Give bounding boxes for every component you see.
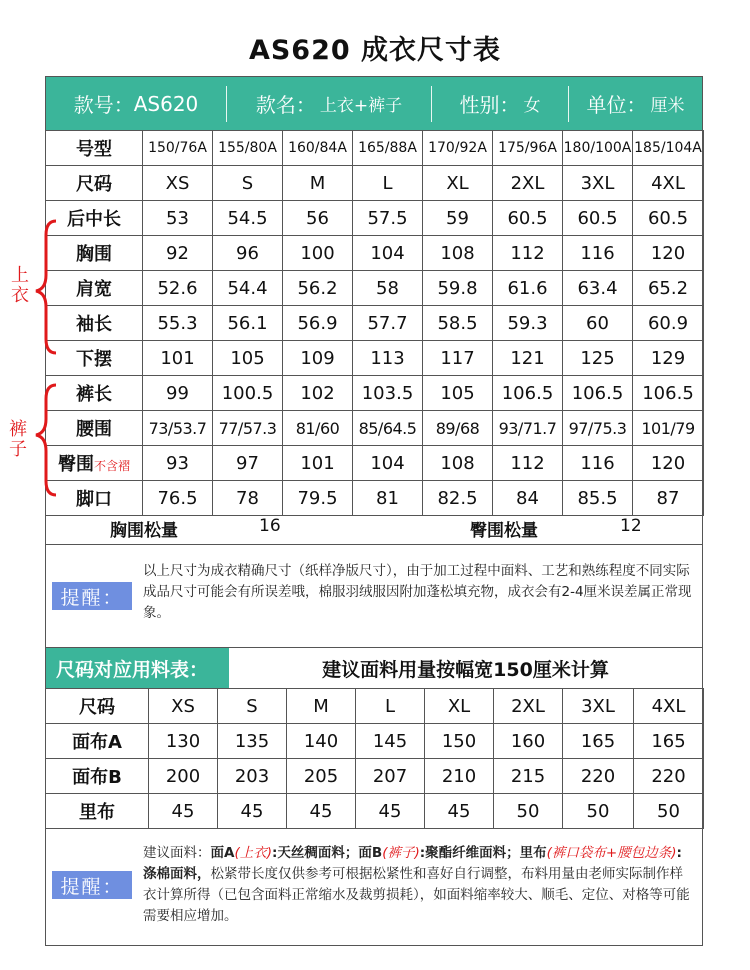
value-cell: 50 [634, 794, 704, 829]
hao-cell: 170/92A [423, 131, 493, 166]
value-cell: 215 [494, 759, 563, 794]
value-cell: 116 [563, 236, 633, 271]
value-cell: 81/60 [283, 411, 353, 446]
value-cell: 203 [218, 759, 287, 794]
value-cell: 60.9 [633, 306, 704, 341]
measure-row-hem [46, 341, 704, 376]
top-brace [36, 221, 56, 353]
style-label: 款号： [73, 93, 134, 117]
chest-ease-value: 16 [259, 516, 281, 536]
value-cell: 105 [423, 376, 493, 411]
value-cell: 220 [634, 759, 704, 794]
value-cell: 52.6 [143, 271, 213, 306]
chest-ease-label: 胸围松量 [110, 521, 178, 541]
row-label: 面布B [46, 759, 149, 794]
unit-field [569, 77, 702, 130]
row-label: 腰围 [46, 411, 143, 446]
value-cell: 106.5 [633, 376, 704, 411]
value-cell: 129 [633, 341, 704, 376]
value-cell: 140 [287, 724, 356, 759]
row-label: 裤长 [46, 376, 143, 411]
value-cell: 45 [149, 794, 218, 829]
row-label: 袖长 [46, 306, 143, 341]
group-braces [28, 215, 68, 505]
hao-cell: 160/84A [283, 131, 353, 166]
size-cell: 4XL [634, 689, 704, 724]
value-cell: 78 [213, 481, 283, 516]
tip-part-red: (裤口袋布+腰包边条) [546, 845, 677, 861]
hip-ease-value: 12 [620, 516, 642, 536]
size-cell: 4XL [633, 166, 704, 201]
size-cell: S [218, 689, 287, 724]
value-cell: 145 [356, 724, 425, 759]
value-cell: 56.2 [283, 271, 353, 306]
fabric-section-title: 尺码对应用料表： [46, 648, 229, 688]
unit-value: 厘米 [650, 96, 685, 116]
hao-cell: 155/80A [213, 131, 283, 166]
page-title: AS620 成衣尺寸表 [248, 35, 502, 66]
row-label: 里布 [46, 794, 149, 829]
value-cell: 101 [143, 341, 213, 376]
value-cell: 73/53.7 [143, 411, 213, 446]
size-cell: XS [143, 166, 213, 201]
size-cell: 3XL [563, 166, 633, 201]
value-cell: 105 [213, 341, 283, 376]
size-cell: L [356, 689, 425, 724]
tip-part: :天丝稠面料；面B [272, 845, 383, 861]
size-cell: XL [425, 689, 494, 724]
divider [45, 544, 703, 545]
row-label: 面布A [46, 724, 149, 759]
size-cell: XS [149, 689, 218, 724]
value-cell: 207 [356, 759, 425, 794]
value-cell: 160 [494, 724, 563, 759]
tip-part-red: (上衣) [234, 845, 272, 861]
value-cell: 45 [287, 794, 356, 829]
value-cell: 106.5 [493, 376, 563, 411]
value-cell: 76.5 [143, 481, 213, 516]
value-cell: 61.6 [493, 271, 563, 306]
row-label: 脚口 [46, 481, 143, 516]
fabric-row-b [46, 759, 704, 794]
value-cell: 106.5 [563, 376, 633, 411]
value-cell: 45 [356, 794, 425, 829]
value-cell: 45 [218, 794, 287, 829]
value-cell: 58.5 [423, 306, 493, 341]
value-cell: 102 [283, 376, 353, 411]
row-label-text: 臀围 [57, 454, 94, 475]
value-cell: 56.1 [213, 306, 283, 341]
value-cell: 97 [213, 446, 283, 481]
value-cell: 60.5 [563, 201, 633, 236]
measure-row-hip [46, 446, 704, 481]
value-cell: 84 [493, 481, 563, 516]
tip-badge: 提醒： [52, 582, 132, 610]
value-cell: 200 [149, 759, 218, 794]
value-cell: 59 [423, 201, 493, 236]
tip-part: :聚酯纤维面料；里布 [419, 845, 547, 861]
measure-row-shoulder [46, 271, 704, 306]
name-value: 上衣+裤子 [319, 96, 403, 116]
gender-value: 女 [523, 96, 541, 116]
row-note: 不含褶 [93, 459, 130, 473]
row-label: 下摆 [46, 341, 143, 376]
size-cell: 2XL [493, 166, 563, 201]
fabric-size-row [46, 689, 704, 724]
value-cell: 120 [633, 446, 704, 481]
tip-part: :涤棉面料， [143, 845, 682, 882]
name-field [227, 77, 431, 130]
unit-label: 单位： [586, 93, 647, 117]
value-cell: 82.5 [423, 481, 493, 516]
value-cell: 135 [218, 724, 287, 759]
hao-cell: 180/100A [563, 131, 633, 166]
value-cell: 210 [425, 759, 494, 794]
value-cell: 93 [143, 446, 213, 481]
value-cell: 60.5 [633, 201, 704, 236]
size-cell: M [283, 166, 353, 201]
value-cell: 109 [283, 341, 353, 376]
measure-row-waist [46, 411, 704, 446]
size-cell: L [353, 166, 423, 201]
tip-text: 以上尺寸为成衣精确尺寸（纸样净版尺寸），由于加工过程中面料、工艺和熟练程度不同实际成品尺寸可能会有所误差哦，棉服羽绒服因附加蓬松填充物，成衣会有2-4厘米误差属正常现象。 [143, 563, 692, 621]
value-cell: 113 [353, 341, 423, 376]
tip-part: 松紧带长度仅供参考可根据松紧性和喜好自行调整，布料用量由老师实际制作样衣计算所得（已包含面料正常缩水及裁剪损耗），如面料缩率较大、顺毛、定位、对格等可能需要相应增加。 [143, 866, 690, 924]
value-cell: 56.9 [283, 306, 353, 341]
value-cell: 59.3 [493, 306, 563, 341]
value-cell: 100.5 [213, 376, 283, 411]
row-label: 后中长 [46, 201, 143, 236]
hao-row [46, 131, 704, 166]
gender-field [432, 77, 568, 130]
row-label: 肩宽 [46, 271, 143, 306]
value-cell: 116 [563, 446, 633, 481]
value-cell: 125 [563, 341, 633, 376]
tip-part-red: (裤子) [382, 845, 420, 861]
value-cell: 130 [149, 724, 218, 759]
size-row [46, 166, 704, 201]
fabric-row-lining [46, 794, 704, 829]
measure-row-chest [46, 236, 704, 271]
name-label: 款名： [255, 93, 316, 117]
size-cell: M [287, 689, 356, 724]
value-cell: 108 [423, 236, 493, 271]
value-cell: 120 [633, 236, 704, 271]
value-cell: 112 [493, 236, 563, 271]
fabric-row-a [46, 724, 704, 759]
value-cell: 79.5 [283, 481, 353, 516]
fabric-section-subtitle: 建议面料用量按幅宽150厘米计算 [322, 658, 609, 681]
value-cell: 92 [143, 236, 213, 271]
pants-brace [36, 385, 56, 495]
size-cell: S [213, 166, 283, 201]
value-cell: 87 [633, 481, 704, 516]
tip-part: 建议面料： [143, 845, 211, 861]
value-cell: 104 [353, 236, 423, 271]
size-cell: 2XL [494, 689, 563, 724]
value-cell: 104 [353, 446, 423, 481]
value-cell: 165 [634, 724, 704, 759]
value-cell: 150 [425, 724, 494, 759]
value-cell: 103.5 [353, 376, 423, 411]
value-cell: 53 [143, 201, 213, 236]
size-label: 尺码 [46, 166, 143, 201]
value-cell: 117 [423, 341, 493, 376]
value-cell: 60.5 [493, 201, 563, 236]
size-cell: XL [423, 166, 493, 201]
tip-badge: 提醒： [52, 871, 132, 899]
value-cell: 220 [563, 759, 634, 794]
value-cell: 100 [283, 236, 353, 271]
value-cell: 45 [425, 794, 494, 829]
value-cell: 54.5 [213, 201, 283, 236]
pants-group-label: 裤子 [9, 419, 27, 460]
value-cell: 63.4 [563, 271, 633, 306]
style-value: AS620 [133, 91, 199, 116]
size-label: 尺码 [46, 689, 149, 724]
value-cell: 57.5 [353, 201, 423, 236]
size-table [45, 130, 704, 516]
value-cell: 101/79 [633, 411, 704, 446]
value-cell: 96 [213, 236, 283, 271]
hao-label: 号型 [46, 131, 143, 166]
value-cell: 89/68 [423, 411, 493, 446]
row-label: 胸围 [46, 236, 143, 271]
value-cell: 58 [353, 271, 423, 306]
value-cell: 205 [287, 759, 356, 794]
value-cell: 50 [563, 794, 634, 829]
value-cell: 112 [493, 446, 563, 481]
value-cell: 101 [283, 446, 353, 481]
value-cell: 81 [353, 481, 423, 516]
hao-cell: 150/76A [143, 131, 213, 166]
value-cell: 93/71.7 [493, 411, 563, 446]
fabric-tip-text [143, 843, 695, 927]
value-cell: 85/64.5 [353, 411, 423, 446]
top-group-label: 上衣 [11, 265, 29, 306]
value-cell: 65.2 [633, 271, 704, 306]
hao-cell: 175/96A [493, 131, 563, 166]
value-cell: 55.3 [143, 306, 213, 341]
value-cell: 54.4 [213, 271, 283, 306]
value-cell: 121 [493, 341, 563, 376]
style-field [46, 77, 226, 130]
value-cell: 50 [494, 794, 563, 829]
measure-row-pants-length [46, 376, 704, 411]
ease-row [46, 510, 702, 544]
value-cell: 59.8 [423, 271, 493, 306]
hao-cell: 185/104A [633, 131, 704, 166]
size-cell: 3XL [563, 689, 634, 724]
header-bar [46, 77, 702, 130]
value-cell: 97/75.3 [563, 411, 633, 446]
fabric-table [45, 688, 704, 829]
value-cell: 56 [283, 201, 353, 236]
value-cell: 165 [563, 724, 634, 759]
hip-ease-label: 臀围松量 [470, 521, 538, 541]
measure-row-sleeve [46, 306, 704, 341]
value-cell: 60 [563, 306, 633, 341]
value-cell: 77/57.3 [213, 411, 283, 446]
value-cell: 99 [143, 376, 213, 411]
gender-label: 性别： [459, 93, 520, 117]
value-cell: 57.7 [353, 306, 423, 341]
value-cell: 108 [423, 446, 493, 481]
value-cell: 85.5 [563, 481, 633, 516]
measure-row-back-length [46, 201, 704, 236]
tip-part: 面A [210, 845, 235, 861]
hao-cell: 165/88A [353, 131, 423, 166]
